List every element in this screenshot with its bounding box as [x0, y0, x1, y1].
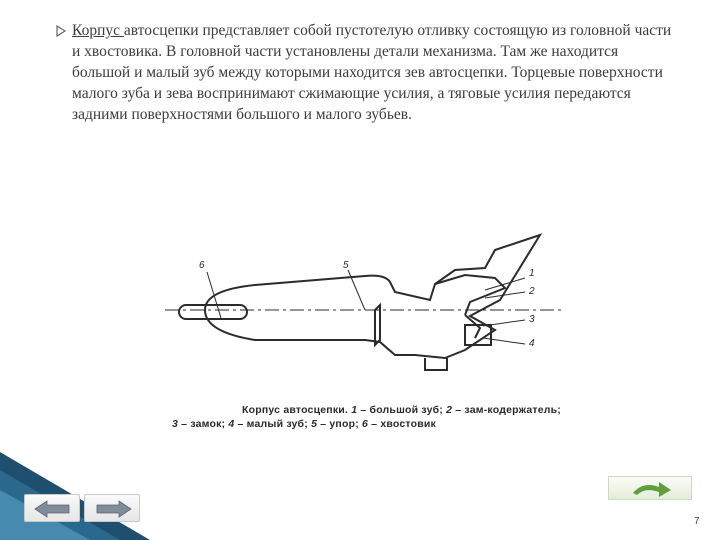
caption-n4: 4 — [228, 418, 235, 430]
next-slide-button[interactable] — [84, 494, 140, 522]
figure-label-4: 4 — [529, 338, 535, 349]
figure-label-1: 1 — [529, 268, 535, 279]
caption-t6: – хвостовик — [368, 418, 436, 430]
figure-label-5: 5 — [343, 260, 349, 271]
arrow-left-icon — [33, 499, 73, 519]
figure-label-2: 2 — [529, 286, 535, 297]
caption-title: Корпус автосцепки. — [242, 404, 349, 416]
caption-t4: – малый зуб; — [234, 418, 312, 430]
caption-n5: 5 — [311, 418, 318, 430]
caption-n6: 6 — [362, 418, 369, 430]
paragraph-term: Корпус — [72, 22, 124, 39]
caption-n2: 2 — [446, 404, 453, 416]
figure-label-6: 6 — [199, 260, 205, 271]
caption-t5: – упор; — [317, 418, 363, 430]
previous-slide-button[interactable] — [24, 494, 80, 522]
slide-paragraph — [72, 20, 672, 125]
page-number: 7 — [694, 516, 700, 527]
return-arrow-icon — [629, 479, 673, 499]
arrow-right-icon — [93, 499, 133, 519]
figure-label-3: 3 — [529, 314, 535, 325]
coupler-body-drawing — [165, 230, 565, 390]
caption-n3: 3 — [172, 418, 179, 430]
return-button[interactable] — [608, 476, 692, 500]
caption-n1: 1 — [351, 404, 358, 416]
caption-t2: – зам-кодержатель; — [452, 404, 562, 416]
bullet-icon — [54, 24, 68, 38]
paragraph-body: автосцепки представляет собой пустотелую отливку состоящую из головной части и хвостовика. В головной части установлены детали механизма. Там же находится большой и малый зуб между которыми находится зев автосцепки. Торцевые поверхности малого зуба и зева воспринимают сжимающие усилия, а тяговые усилия передаются задними поверхностями большого и малого зубьев. — [72, 22, 672, 123]
figure-caption — [172, 403, 562, 431]
caption-t3: – замок; — [178, 418, 229, 430]
caption-t1: – большой зуб; — [357, 404, 447, 416]
